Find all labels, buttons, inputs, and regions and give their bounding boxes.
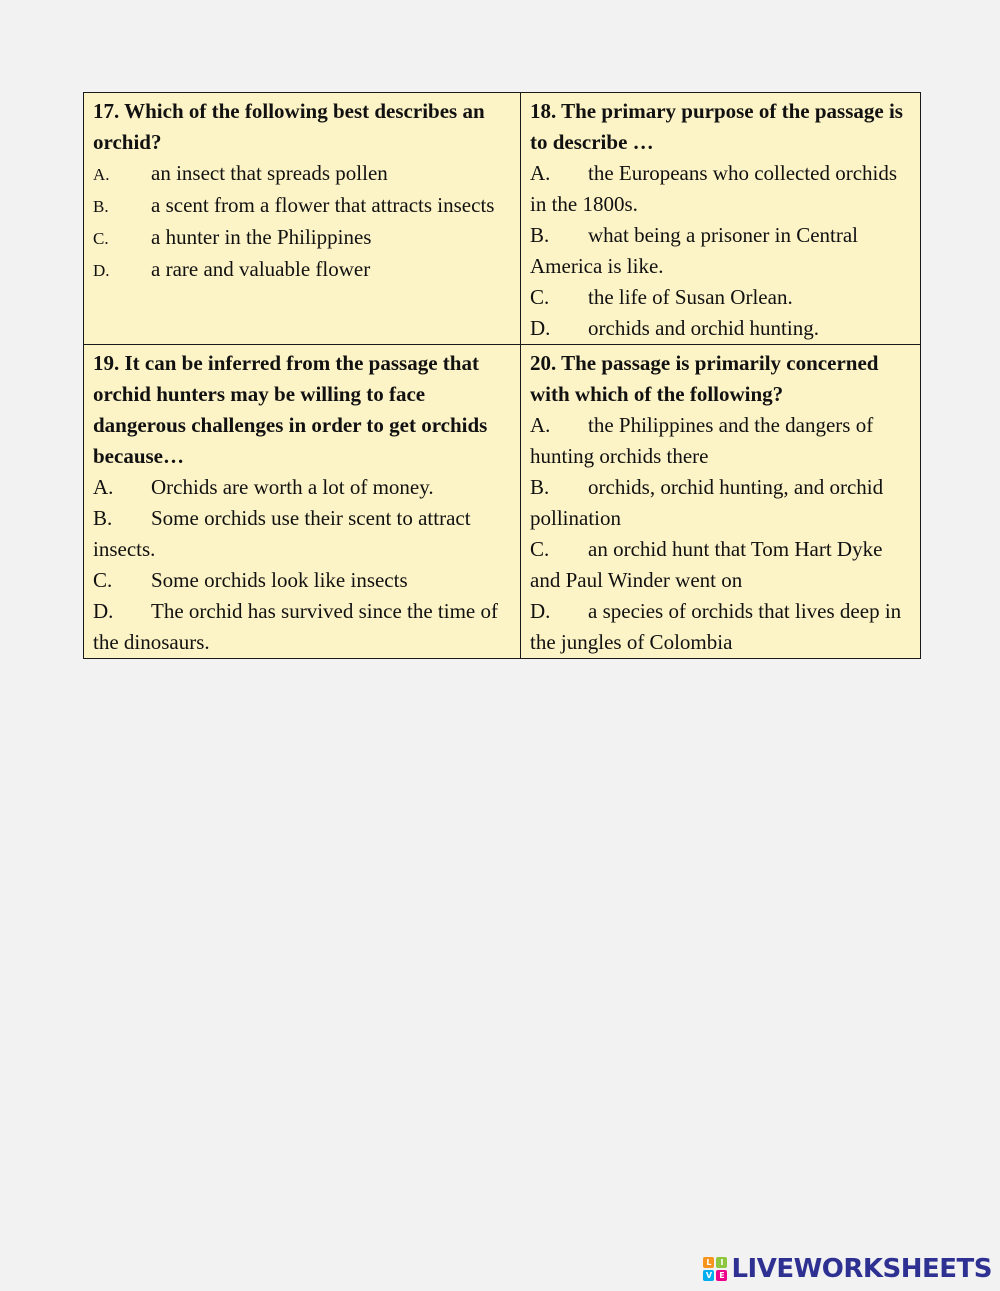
option-19-a[interactable] xyxy=(93,472,512,503)
option-text: a rare and valuable flower xyxy=(151,257,371,281)
option-letter: C. xyxy=(93,568,113,592)
option-letter: A. xyxy=(93,165,110,184)
option-18-a[interactable] xyxy=(530,158,912,220)
liveworksheets-logo xyxy=(703,1255,992,1283)
option-letter: D. xyxy=(93,261,110,280)
option-20-b[interactable] xyxy=(530,472,912,534)
option-letter: C. xyxy=(530,285,550,309)
option-letter: A. xyxy=(530,413,551,437)
logo-cell: L xyxy=(703,1257,714,1268)
option-letter: A. xyxy=(93,475,114,499)
logo-cell: I xyxy=(716,1257,727,1268)
option-19-d[interactable] xyxy=(93,596,512,658)
option-text: Some orchids use their scent to attract insects. xyxy=(93,506,471,561)
option-17-d[interactable] xyxy=(93,254,512,286)
option-letter: B. xyxy=(530,475,550,499)
option-text: what being a prisoner in Central America is like. xyxy=(530,223,859,278)
option-text: Some orchids look like insects xyxy=(151,568,408,592)
option-letter: C. xyxy=(93,229,109,248)
questions-table xyxy=(83,92,921,659)
option-17-c[interactable] xyxy=(93,222,512,254)
question-cell-19 xyxy=(84,345,521,659)
option-text: The orchid has survived since the time of the dinosaurs. xyxy=(93,599,498,654)
logo-text: LIVEWORKSHEETS xyxy=(731,1254,992,1284)
question-cell-20 xyxy=(521,345,921,659)
option-text: a scent from a flower that attracts insects xyxy=(151,193,495,217)
option-20-a[interactable] xyxy=(530,410,912,472)
option-text: orchids and orchid hunting. xyxy=(588,316,819,340)
option-18-d[interactable] xyxy=(530,313,912,344)
option-18-c[interactable] xyxy=(530,282,912,313)
option-17-b[interactable] xyxy=(93,190,512,222)
question-18-text: 18. The primary purpose of the passage is to describe … xyxy=(530,99,903,154)
question-19-text: 19. It can be inferred from the passage that orchid hunters may be willing to face dangerous challenges in order to get orchids because… xyxy=(93,351,488,468)
logo-cell: E xyxy=(716,1270,727,1281)
question-cell-17 xyxy=(84,93,521,345)
option-text: a hunter in the Philippines xyxy=(151,225,372,249)
logo-cell: V xyxy=(703,1270,714,1281)
option-17-a[interactable] xyxy=(93,158,512,190)
option-letter: D. xyxy=(530,599,551,623)
option-19-b[interactable] xyxy=(93,503,512,565)
option-text: an insect that spreads pollen xyxy=(151,161,388,185)
option-text: an orchid hunt that Tom Hart Dyke and Paul Winder went on xyxy=(530,537,883,592)
question-20-text: 20. The passage is primarily concerned with which of the following? xyxy=(530,351,879,406)
option-letter: B. xyxy=(530,223,550,247)
option-text: Orchids are worth a lot of money. xyxy=(151,475,434,499)
option-20-c[interactable] xyxy=(530,534,912,596)
option-letter: B. xyxy=(93,197,109,216)
option-text: the Philippines and the dangers of hunting orchids there xyxy=(530,413,874,468)
option-letter: C. xyxy=(530,537,550,561)
option-text: a species of orchids that lives deep in the jungles of Colombia xyxy=(530,599,902,654)
question-17-text: 17. Which of the following best describes an orchid? xyxy=(93,99,485,154)
logo-mark-icon xyxy=(703,1257,727,1281)
option-text: the life of Susan Orlean. xyxy=(588,285,793,309)
option-text: orchids, orchid hunting, and orchid pollination xyxy=(530,475,884,530)
option-letter: D. xyxy=(93,599,114,623)
option-letter: B. xyxy=(93,506,113,530)
table-row xyxy=(84,93,921,345)
option-19-c[interactable] xyxy=(93,565,512,596)
option-text: the Europeans who collected orchids in the 1800s. xyxy=(530,161,898,216)
option-letter: D. xyxy=(530,316,551,340)
option-18-b[interactable] xyxy=(530,220,912,282)
question-cell-18 xyxy=(521,93,921,345)
option-20-d[interactable] xyxy=(530,596,912,658)
table-row xyxy=(84,345,921,659)
option-letter: A. xyxy=(530,161,551,185)
